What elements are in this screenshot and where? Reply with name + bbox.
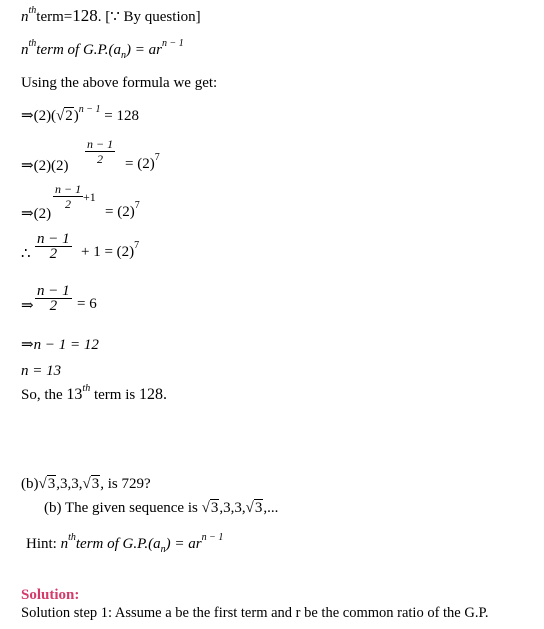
step3-rhs: = (2) xyxy=(105,204,135,220)
n-var: n xyxy=(60,536,69,552)
exponent: n − 1 xyxy=(201,532,224,543)
solution-heading: Solution: xyxy=(21,587,80,603)
sqrt-radicand: 3 xyxy=(210,500,219,516)
value-128: 128 xyxy=(72,6,98,25)
given-text: (b) The given sequence is xyxy=(44,500,202,516)
sqrt-radicand: 3 xyxy=(91,476,100,492)
step5-rhs: = 6 xyxy=(77,296,97,312)
hint-label: Hint: xyxy=(26,536,61,552)
sequence-mid: ,3,3, xyxy=(219,500,246,516)
step3-rhs-group xyxy=(105,200,140,221)
part-b-question xyxy=(21,476,151,493)
numerator: n − 1 xyxy=(55,182,82,196)
formula-rhs: ) = ar xyxy=(165,536,202,552)
exponent: 7 xyxy=(134,200,140,211)
therefore-sign: ∴ xyxy=(21,246,31,262)
hint xyxy=(26,532,224,555)
numerator: n − 1 xyxy=(87,137,114,151)
denominator: 2 xyxy=(65,197,72,211)
part-label: (b) xyxy=(21,476,39,492)
paren: ) xyxy=(73,108,79,124)
step-1 xyxy=(21,106,139,125)
fraction xyxy=(35,232,72,261)
value-128: 128. xyxy=(138,386,167,403)
denominator: 2 xyxy=(49,298,58,314)
plus-one: +1 xyxy=(83,190,96,204)
step2-rhs-group xyxy=(125,152,160,173)
solution-step-1: Solution step 1: Assume a be the first term and r be the common ratio of the G.P. xyxy=(21,605,489,621)
step1-lhs: ⇒(2)( xyxy=(21,108,57,124)
step1-rhs: = 128 xyxy=(100,108,140,124)
nth-term-statement xyxy=(21,6,201,26)
th-sup: th xyxy=(28,38,37,49)
given-sequence xyxy=(44,500,278,517)
dot: . xyxy=(97,9,102,25)
step-7: n = 13 xyxy=(21,363,62,379)
gp-formula xyxy=(21,38,184,61)
conclusion xyxy=(21,383,167,404)
implies-arrow: ⇒ xyxy=(21,298,34,314)
sub-n: n xyxy=(121,50,127,61)
sqrt-radicand: 3 xyxy=(254,500,263,516)
sequence-tail: ,... xyxy=(263,500,279,516)
sqrt-radicand: 3 xyxy=(47,476,56,492)
sqrt-sign: √ xyxy=(82,476,91,492)
sqrt-radicand: 2 xyxy=(65,108,73,124)
question-tail: , is 729? xyxy=(100,476,151,492)
th-sup: th xyxy=(28,5,37,16)
step4-rhs-group xyxy=(81,240,140,261)
fraction xyxy=(53,182,83,211)
numerator: n − 1 xyxy=(37,283,70,299)
conclusion-text-a: So, the xyxy=(21,387,67,403)
step2-rhs: = (2) xyxy=(125,156,155,172)
denominator: 2 xyxy=(49,246,58,262)
sub-n: n xyxy=(160,544,166,555)
sqrt-sign: √ xyxy=(56,108,65,124)
fraction xyxy=(85,137,115,166)
formula-rhs: ) = ar xyxy=(126,42,162,58)
reason-text: [∵ By question] xyxy=(105,9,201,25)
n-var: n xyxy=(21,42,29,58)
th-sup: th xyxy=(68,532,76,543)
formula-text: term of G.P.(a xyxy=(36,42,122,58)
th-sup: th xyxy=(82,383,91,394)
conclusion-text-b: term is xyxy=(90,387,139,403)
exponent: n − 1 xyxy=(161,38,184,49)
n-var: n xyxy=(21,9,29,25)
formula-text: term of G.P.(a xyxy=(75,536,161,552)
exponent: 7 xyxy=(134,240,140,251)
denominator: 2 xyxy=(97,152,104,166)
step3-lhs: ⇒(2) xyxy=(21,206,52,222)
using-text: Using the above formula we get: xyxy=(21,75,218,91)
step4-rhs: + 1 = (2) xyxy=(81,244,135,260)
sqrt-sign: √ xyxy=(245,500,254,516)
sqrt-sign: √ xyxy=(38,476,47,492)
fraction xyxy=(35,284,72,313)
step2-lhs: ⇒(2)(2) xyxy=(21,158,69,174)
sqrt-sign: √ xyxy=(201,500,210,516)
exponent: n − 1 xyxy=(78,104,101,115)
sequence-mid: ,3,3, xyxy=(56,476,83,492)
term-text: term= xyxy=(36,9,73,25)
exponent: 7 xyxy=(154,152,160,163)
numerator: n − 1 xyxy=(37,231,70,247)
number-13: 13 xyxy=(66,386,83,403)
step-6: ⇒n − 1 = 12 xyxy=(21,337,99,353)
